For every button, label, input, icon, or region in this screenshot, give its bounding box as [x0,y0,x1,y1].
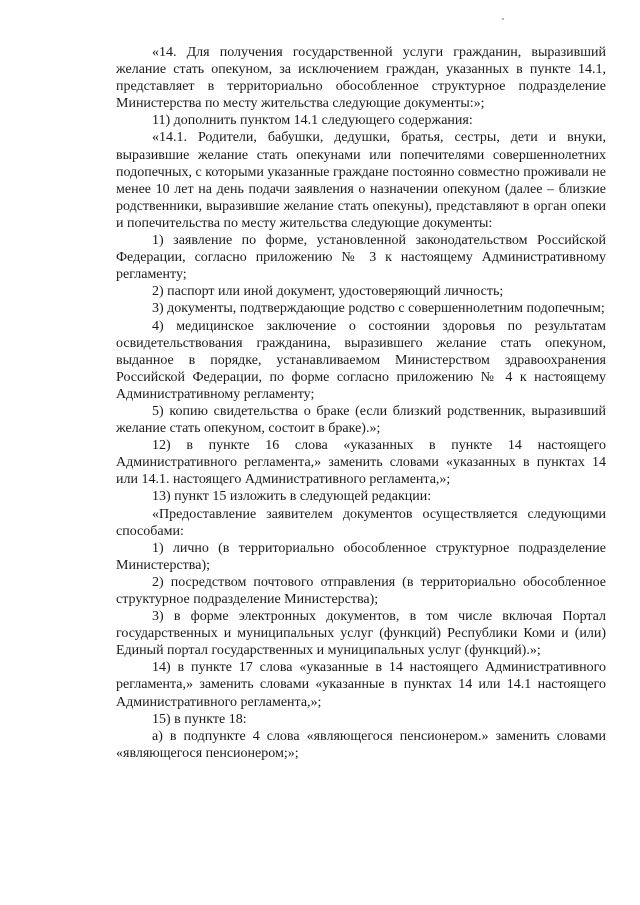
paragraph-item-14: 14) в пункте 17 слова «указанные в 14 настоящего Административного регламента,» заменить словами «указанные в пунктах 14 или 14.1 настоящего Административного регламента,»; [116,660,606,710]
paragraph-item-13: 13) пункт 15 изложить в следующей редакции: [152,489,432,505]
document-body [116,44,606,762]
paragraph-item-15: 15) в пункте 18: [152,711,247,727]
list-item-1: 1) заявление по форме, установленной законодательством Российской Федерации, согласно приложению № 3 к настоящему Административному регламенту; [116,233,606,283]
scan-speck [502,18,504,20]
method-item-1: 1) лично (в территориально обособленное структурное подразделение Министерства); [116,540,606,573]
list-item-5: 5) копию свидетельства о браке (если близкий родственник, выразивший желание стать опекуном, состоит в браке).»; [116,403,606,437]
list-item-4: 4) медицинское заключение о состоянии здоровья по результатам освидетельствования гражданина, выразившего желание стать опекуном, выданное в порядке, устанавливаемом Министерством здравоохранения Российской Федерации, по форме согласно приложению № 4 к настоящему Административному регламенту; [116,318,606,402]
method-item-3: 3) в форме электронных документов, в том числе включая Портал государственных и муниципальных услуг (функций) Республики Коми и (или) Единый портал государственных и муниципальных услуг (функций).»; [116,609,606,659]
paragraph-item-11: 11) дополнить пунктом 14.1 следующего содержания: [152,113,473,129]
method-item-2: 2) посредством почтового отправления (в территориально обособленное структурное подразделение Министерства); [116,574,606,607]
list-item-3: 3) документы, подтверждающие родство с совершеннолетним подопечным; [152,301,605,317]
subitem-a: а) в подпункте 4 слова «являющегося пенсионером.» заменить словами «являющегося пенсионером;»; [116,728,606,761]
paragraph-14: «14. Для получения государственной услуги гражданин, выразивший желание стать опекуном, за исключением граждан, указанных в пункте 14.1, представляет в территориально обособленное структурное подразделение Министерства по месту жительства следующие документы:»; [116,45,606,112]
paragraph-14-1: «14.1. Родители, бабушки, дедушки, братья, сестры, дети и внуки, выразившие желание стать опекунами или попечителями совершеннолетних подопечных, с которыми указанные граждане постоянно совместно проживали не менее 10 лет на день подачи заявления о назначении опекуном (далее – близкие родственники, выразившие желание стать опекуны), представляют в орган опеки и попечительства по месту жительства следующие документы: [116,130,606,231]
list-item-2: 2) паспорт или иной документ, удостоверяющий личность; [152,284,504,300]
paragraph-submission-methods: «Предоставление заявителем документов осуществляется следующими способами: [116,506,606,539]
paragraph-item-12: 12) в пункте 16 слова «указанных в пункте 14 настоящего Административного регламента,» заменить словами «указанных в пунктах 14 или 14.1. настоящего Административного регламента,»; [116,438,606,488]
